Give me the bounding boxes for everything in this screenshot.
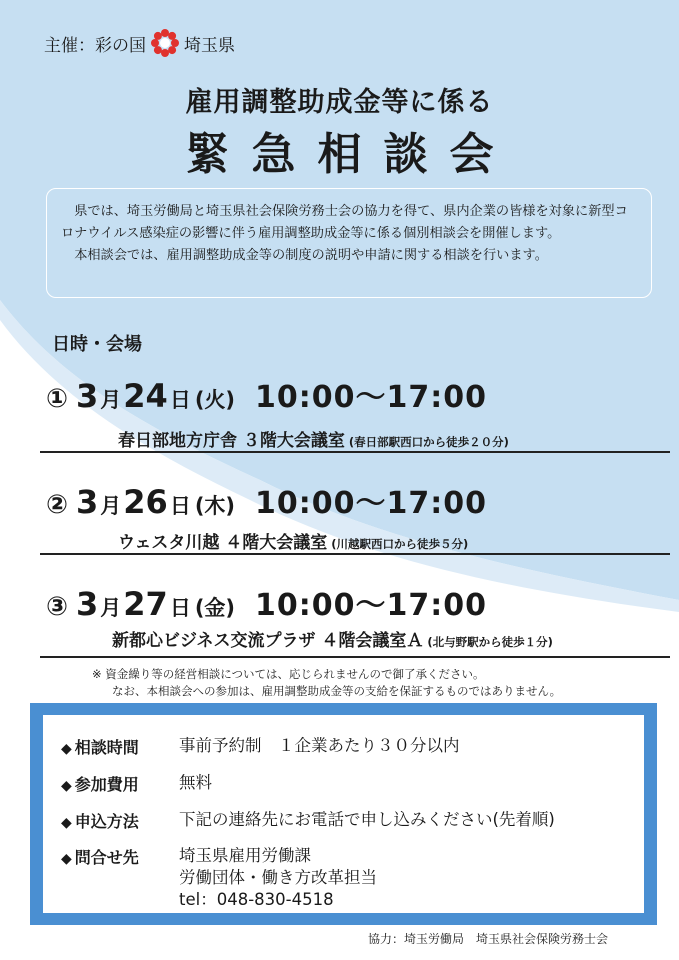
info-label-consult-time: 相談時間 — [74, 738, 139, 757]
session-3-access: (北与野駅から徒歩１分) — [427, 635, 553, 649]
info-panel — [30, 703, 657, 925]
title-line2: 緊急相談会 — [185, 129, 516, 180]
info-value-consult-time: 事前予約制 １企業あたり３０分以内 — [179, 736, 460, 755]
diamond-bullet-icon: ◆ — [61, 778, 72, 794]
title-line1: 雇用調整助成金等に係る — [185, 87, 494, 118]
session-3-day: 27 — [123, 585, 168, 623]
organizer-prefix: 主催：彩の国 — [44, 35, 146, 56]
session-1-weekday: (火) — [194, 388, 236, 412]
info-row-apply — [61, 809, 555, 832]
session-2-day: 26 — [123, 483, 168, 521]
session-2-weekday: (木) — [194, 494, 236, 518]
session-2-divider — [40, 553, 670, 555]
session-2-venue-line — [118, 528, 468, 553]
session-1-divider — [40, 451, 670, 453]
session-3-divider — [40, 656, 670, 658]
session-3-day-unit: 日 — [169, 596, 191, 620]
session-2-month-unit: 月 — [100, 494, 122, 518]
info-value-fee: 無料 — [179, 773, 212, 792]
session-1-venue-line — [118, 426, 509, 451]
session-3-number: ③ — [46, 592, 69, 622]
info-label-contact: 問合せ先 — [74, 848, 139, 867]
info-contact-department: 埼玉県雇用労働課 — [179, 846, 311, 865]
info-label-fee: 参加費用 — [74, 775, 139, 794]
cooperation-credit: 協力：埼玉労働局 埼玉県社会保険労務士会 — [368, 932, 609, 946]
session-2-access: (川越駅西口から徒歩５分) — [331, 537, 469, 551]
session-2-month: 3 — [76, 483, 99, 521]
session-2-venue: ウェスタ川越 ４階大会議室 — [118, 533, 328, 553]
session-3-time: 10:00〜17:00 — [255, 588, 488, 623]
session-3-venue: 新都心ビジネス交流プラザ ４階会議室Ａ — [112, 631, 424, 651]
info-panel-inner — [43, 715, 644, 913]
note-line-2: なお、本相談会への参加は、雇用調整助成金等の支給を保証するものではありません。 — [112, 684, 562, 698]
info-contact-phone[interactable]: tel：048-830-4518 — [179, 890, 334, 909]
intro-paragraph-2: 本相談会では、雇用調整助成金等の制度の説明や申請に関する相談を行います。 — [74, 248, 548, 263]
intro-box — [46, 188, 652, 298]
session-1-month-unit: 月 — [100, 388, 122, 412]
session-1-day-unit: 日 — [169, 388, 191, 412]
organizer-name: 埼玉県 — [184, 35, 235, 56]
session-1-month: 3 — [76, 377, 99, 415]
info-row-fee — [61, 772, 212, 795]
organizer-line — [44, 28, 235, 58]
intro-paragraph-1: 県では、埼玉労働局と埼玉県社会保険労務士会の協力を得て、県内企業の皆様を対象に新型コロナウイルス感染症の影響に伴う雇用調整助成金等に係る個別相談会を開催します。 — [61, 204, 628, 241]
session-1-access: (春日部駅西口から徒歩２０分) — [348, 435, 509, 449]
session-1-time: 10:00〜17:00 — [255, 380, 488, 415]
session-2-day-unit: 日 — [169, 494, 191, 518]
session-2-time: 10:00〜17:00 — [255, 486, 488, 521]
session-1-date — [46, 372, 487, 416]
info-contact-section: 労働団体・働き方改革担当 — [179, 868, 377, 887]
session-2-number: ② — [46, 490, 69, 520]
diamond-bullet-icon: ◆ — [61, 815, 72, 831]
info-row-contact — [61, 845, 377, 911]
diamond-bullet-icon: ◆ — [61, 851, 72, 867]
session-3-date — [46, 580, 487, 624]
session-3-month-unit: 月 — [100, 596, 122, 620]
info-label-apply: 申込方法 — [74, 812, 139, 831]
info-row-consult-time — [61, 735, 460, 758]
disclaimer-note — [92, 666, 561, 700]
session-1-number: ① — [46, 384, 69, 414]
info-value-apply: 下記の連絡先にお電話で申し込みください(先着順) — [179, 810, 555, 829]
session-3-month: 3 — [76, 585, 99, 623]
session-1-day: 24 — [123, 377, 168, 415]
saitama-flower-logo-icon — [150, 28, 180, 58]
note-line-1: ※ 資金繰り等の経営相談については、応じられませんので御了承ください。 — [92, 667, 485, 681]
session-1-venue: 春日部地方庁舎 ３階大会議室 — [118, 431, 345, 451]
schedule-label: 日時・会場 — [52, 334, 142, 355]
session-2-date — [46, 478, 487, 522]
session-3-venue-line — [112, 626, 553, 651]
diamond-bullet-icon: ◆ — [61, 741, 72, 757]
session-3-weekday: (金) — [194, 596, 236, 620]
